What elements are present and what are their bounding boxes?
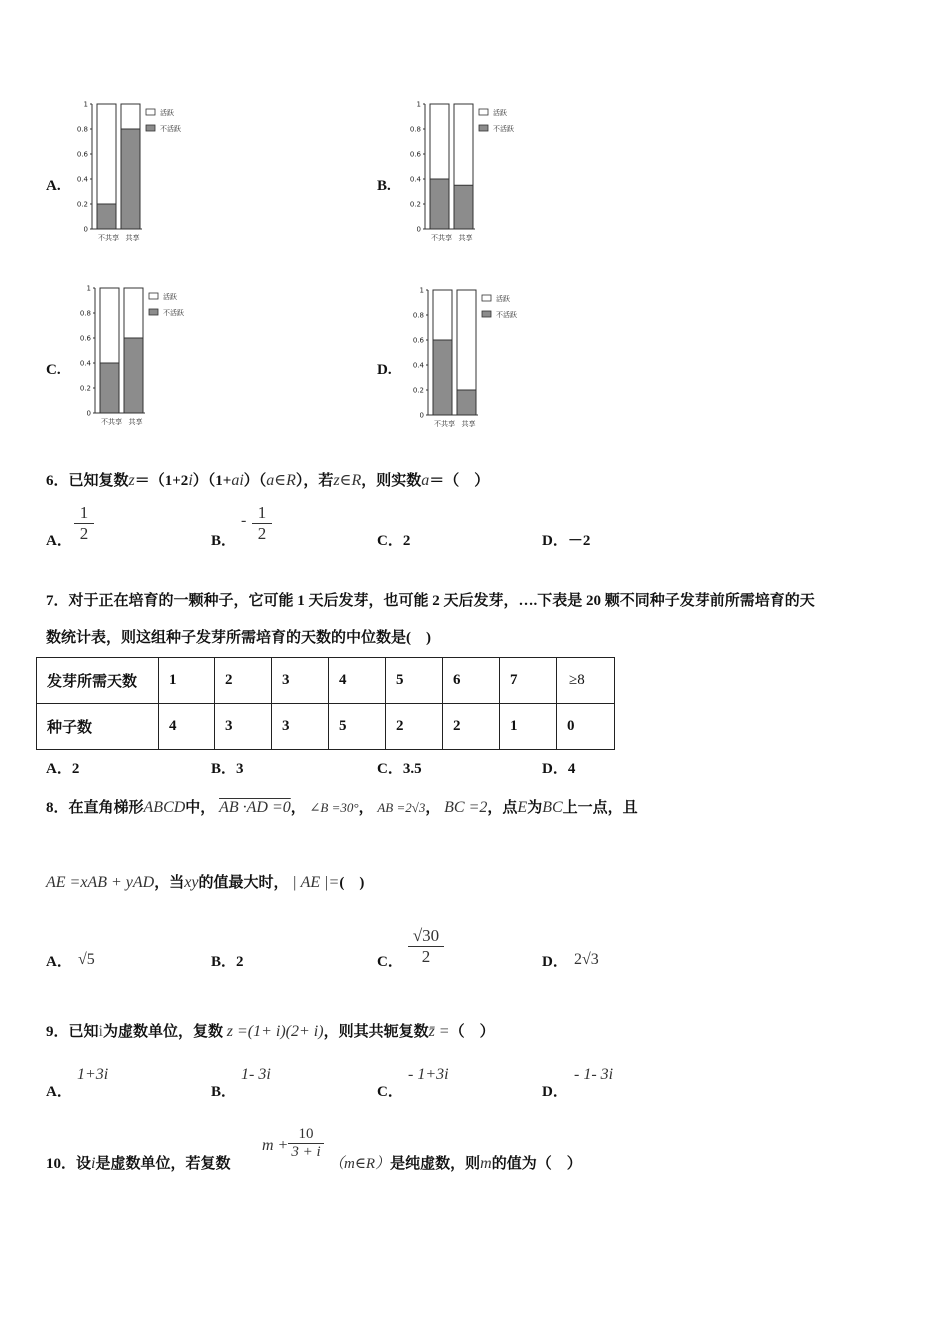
- stacked-bar-chart-a: [72, 96, 212, 256]
- y-tick-label: 0.6: [409, 150, 421, 159]
- q6-option-d: D．－2: [542, 533, 591, 549]
- legend-active-label: 活跃: [493, 109, 507, 117]
- chart-option-b-label: B.: [377, 178, 391, 194]
- question-8-stem-line1: 8．在直角梯形ABCD中， AB ·AD =0， ∠B =30°， AB =2√3， BC =2，点E为BC上一点，且: [46, 799, 638, 816]
- legend-inactive-label: 不活跃: [496, 311, 517, 319]
- q8-option-c-fraction: $\frac{√30}{2}$: [408, 926, 444, 967]
- legend-inactive-label: 不活跃: [163, 309, 184, 317]
- table-cell: 1: [159, 658, 215, 704]
- seed-days-table: [36, 657, 615, 750]
- table-row-days: [37, 658, 615, 704]
- table-cell: 2: [386, 704, 443, 750]
- y-tick-label: 0.8: [76, 125, 88, 134]
- table-cell: 种子数: [37, 704, 159, 750]
- legend-active-swatch: [146, 109, 155, 115]
- table-cell: 发芽所需天数: [37, 658, 159, 704]
- y-tick-label: 0.2: [412, 386, 424, 395]
- bar-inactive-segment: [124, 338, 143, 413]
- y-tick-label: 0.4: [412, 361, 424, 370]
- q6-option-a: A．: [46, 533, 72, 549]
- legend-inactive-swatch: [482, 311, 491, 317]
- y-tick-label: 0: [86, 409, 91, 418]
- q7-option-b: B．3: [211, 761, 244, 777]
- bar-inactive-segment: [454, 185, 473, 229]
- table-cell: 5: [386, 658, 443, 704]
- legend-inactive-swatch: [149, 309, 158, 315]
- q9-option-b-value: 1- 3i: [241, 1066, 271, 1083]
- bar-inactive-segment: [100, 363, 119, 413]
- y-tick-label: 0.4: [76, 175, 88, 184]
- y-tick-label: 0.2: [79, 384, 91, 393]
- q8-option-a-value: √5: [78, 951, 95, 968]
- y-tick-label: 1: [416, 100, 421, 109]
- y-tick-label: 0.4: [79, 359, 91, 368]
- y-tick-label: 0: [83, 225, 88, 234]
- x-label-not-shared: 不共享: [101, 418, 122, 426]
- x-label-shared: 共享: [128, 418, 143, 426]
- y-tick-label: 0.2: [409, 200, 421, 209]
- q8-option-a: A．: [46, 954, 72, 970]
- legend-active-label: 活跃: [160, 109, 174, 117]
- table-cell: 3: [215, 704, 272, 750]
- legend-active-label: 活跃: [163, 293, 177, 301]
- legend-active-swatch: [482, 295, 491, 301]
- q7-option-d: D．4: [542, 761, 576, 777]
- x-label-not-shared: 不共享: [98, 234, 119, 242]
- table-cell: 2: [443, 704, 500, 750]
- q9-option-b: B．: [211, 1084, 237, 1100]
- chart-option-a-label: A.: [46, 178, 61, 194]
- table-row-counts: [37, 704, 615, 750]
- question-8-stem-line2: AE =xAB + yAD，当xy的值最大时， | AE |=( ): [46, 874, 365, 891]
- table-cell: 4: [159, 704, 215, 750]
- bar-inactive-segment: [457, 390, 476, 415]
- legend-inactive-label: 不活跃: [160, 125, 181, 133]
- table-cell: 0: [557, 704, 615, 750]
- legend-inactive-swatch: [146, 125, 155, 131]
- y-tick-label: 0.8: [79, 309, 91, 318]
- y-tick-label: 0: [419, 411, 424, 420]
- y-tick-label: 0.4: [409, 175, 421, 184]
- q10-m-plus: m +: [262, 1137, 289, 1154]
- q8-option-d-value: 2√3: [574, 951, 599, 968]
- legend-inactive-swatch: [479, 125, 488, 131]
- y-tick-label: 0.8: [412, 311, 424, 320]
- y-tick-label: 1: [86, 284, 91, 293]
- question-9-stem: 9．已知i为虚数单位，复数 z =(1+ i)(2+ i)，则其共轭复数z̄ =（ ）: [46, 1023, 495, 1040]
- x-label-shared: 共享: [458, 234, 473, 242]
- question-7-line2: 数统计表，则这组种子发芽所需培育的天数的中位数是( ): [46, 630, 431, 646]
- legend-active-label: 活跃: [496, 295, 510, 303]
- question-10-stem-part1: 10．设i是虚数单位，若复数: [46, 1155, 231, 1172]
- q6-option-b-fraction: $\frac{1}{2}$: [252, 503, 272, 544]
- q8-option-c: C．: [377, 954, 403, 970]
- table-cell: 3: [272, 704, 329, 750]
- q6-option-a-fraction: $\frac{1}{2}$: [74, 503, 94, 544]
- y-tick-label: 0.2: [76, 200, 88, 209]
- y-tick-label: 1: [83, 100, 88, 109]
- q6-option-b-sign: -: [241, 512, 247, 529]
- x-label-shared: 共享: [125, 234, 140, 242]
- stacked-bar-chart-b: [405, 96, 545, 256]
- x-label-not-shared: 不共享: [434, 420, 455, 428]
- q9-option-a-value: 1+3i: [77, 1066, 109, 1083]
- q10-fraction: $\frac{10}{3 + i}$: [288, 1126, 324, 1161]
- bar-inactive-segment: [121, 129, 140, 229]
- chart-option-c-label: C.: [46, 362, 61, 378]
- q9-option-c-value: - 1+3i: [408, 1066, 449, 1083]
- q9-option-c: C．: [377, 1084, 403, 1100]
- table-cell: 6: [443, 658, 500, 704]
- q7-option-a: A．2: [46, 761, 80, 777]
- question-7-line1: 7．对于正在培育的一颗种子，它可能 1 天后发芽，也可能 2 天后发芽，….下表是 20 颗不同种子发芽前所需培育的天: [46, 593, 815, 609]
- bar-inactive-segment: [433, 340, 452, 415]
- y-tick-label: 0.6: [76, 150, 88, 159]
- q9-option-a: A．: [46, 1084, 72, 1100]
- y-tick-label: 0: [416, 225, 421, 234]
- q9-option-d-value: - 1- 3i: [574, 1066, 614, 1083]
- legend-inactive-label: 不活跃: [493, 125, 514, 133]
- table-cell: 3: [272, 658, 329, 704]
- table-cell: ≥8: [557, 658, 615, 704]
- legend-active-swatch: [479, 109, 488, 115]
- table-cell: 5: [329, 704, 386, 750]
- q8-option-b: B．2: [211, 954, 244, 970]
- x-label-shared: 共享: [461, 420, 476, 428]
- table-cell: 4: [329, 658, 386, 704]
- stacked-bar-chart-d: [408, 282, 548, 442]
- table-cell: 2: [215, 658, 272, 704]
- y-tick-label: 0.6: [412, 336, 424, 345]
- question-10-stem-part2: （m∈R）是纯虚数，则m的值为（ ）: [329, 1155, 582, 1172]
- table-cell: 7: [500, 658, 557, 704]
- y-tick-label: 1: [419, 286, 424, 295]
- question-6-stem: 6．已知复数z＝（1+2i）（1+ai）（a∈R），若z∈R，则实数a＝（ ）: [46, 472, 490, 489]
- chart-option-d-label: D.: [377, 362, 392, 378]
- stacked-bar-chart-c: [75, 280, 215, 440]
- q6-option-b: B．: [211, 533, 237, 549]
- bar-inactive-segment: [97, 204, 116, 229]
- y-tick-label: 0.6: [79, 334, 91, 343]
- legend-active-swatch: [149, 293, 158, 299]
- bar-inactive-segment: [430, 179, 449, 229]
- q7-option-c: C．3.5: [377, 761, 422, 777]
- q8-option-d: D．: [542, 954, 568, 970]
- x-label-not-shared: 不共享: [431, 234, 452, 242]
- y-tick-label: 0.8: [409, 125, 421, 134]
- q6-option-c: C．2: [377, 533, 411, 549]
- q9-option-d: D．: [542, 1084, 568, 1100]
- table-cell: 1: [500, 704, 557, 750]
